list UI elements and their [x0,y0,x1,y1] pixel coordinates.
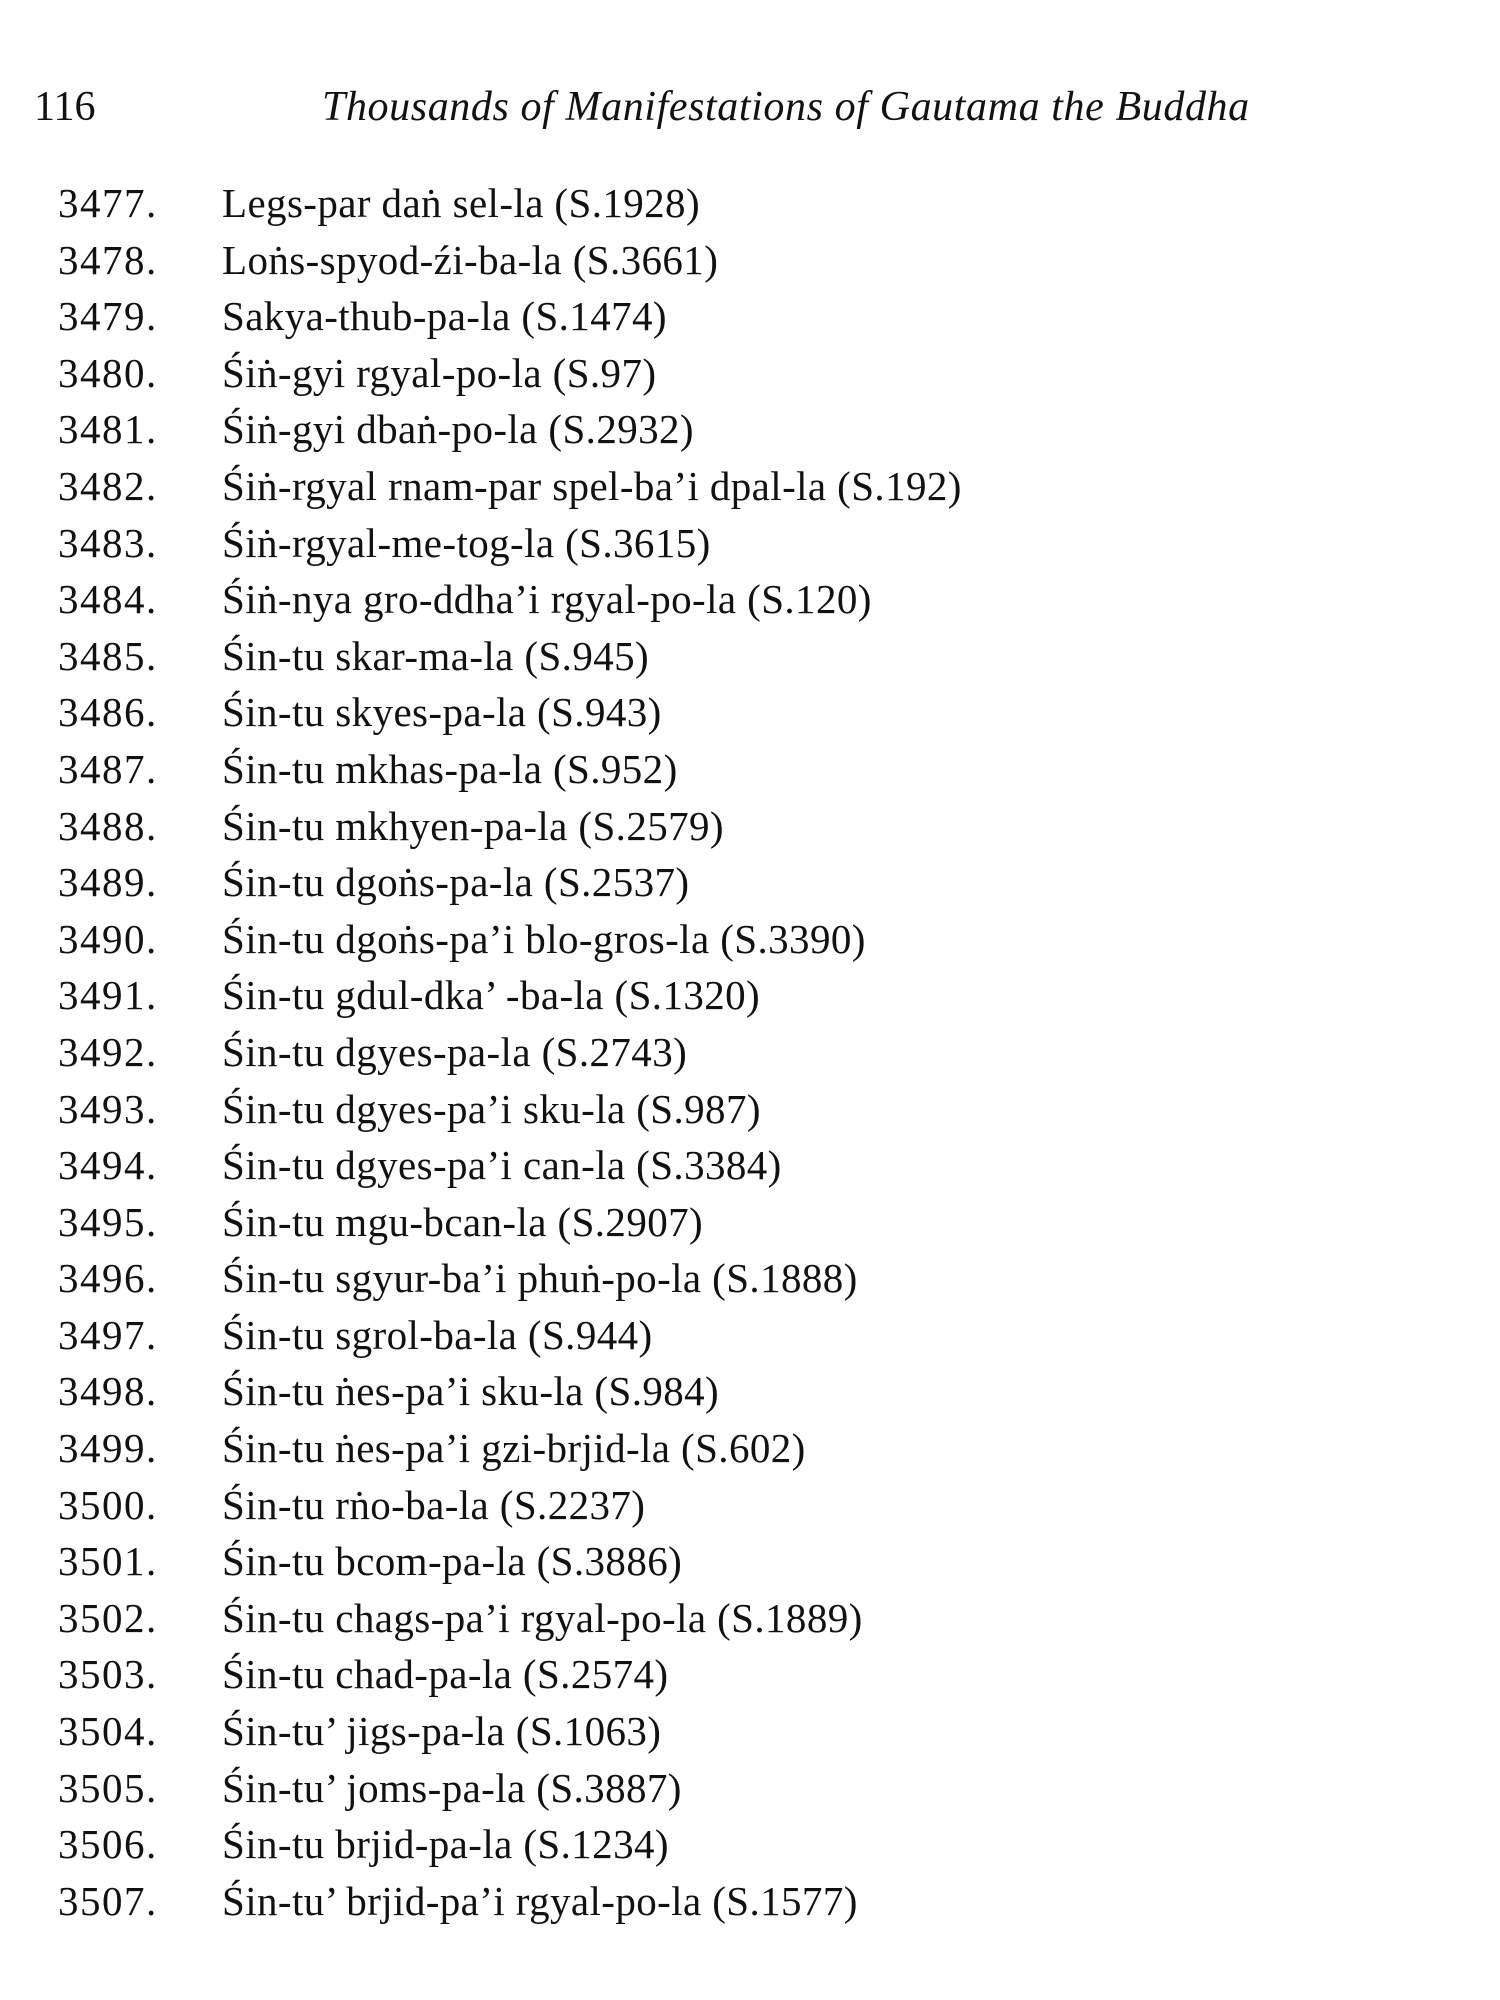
list-item [0,1816,1500,1873]
entry-number: 3494. [58,1142,158,1189]
entry-number: 3507. [58,1877,158,1924]
entry-list [0,175,1500,1929]
entry-number: 3481. [58,406,158,453]
list-item [0,854,1500,911]
list-item [0,458,1500,515]
list-item [0,1477,1500,1534]
entry-name: Śiṅ-rgyal rnam-par spel-ba’i dpal-la (S.192) [222,462,962,509]
entry-number: 3483. [58,519,158,566]
list-item [0,967,1500,1024]
entry-name: Śin-tu’ jigs-pa-la (S.1063) [222,1708,662,1755]
entry-number: 3497. [58,1311,158,1358]
running-title: Thousands of Manifestations of Gautama the Buddha [322,84,1250,130]
list-item [0,1024,1500,1081]
page-header [0,82,1500,132]
entry-number: 3489. [58,859,158,906]
entry-name: Śin-tu brjid-pa-la (S.1234) [222,1821,669,1868]
entry-number: 3503. [58,1651,158,1698]
list-item [0,1194,1500,1251]
list-item [0,1533,1500,1590]
entry-name: Śin-tu sgyur-ba’i phuṅ-po-la (S.1888) [222,1255,858,1302]
entry-number: 3493. [58,1085,158,1132]
entry-name: Śin-tu rṅo-ba-la (S.2237) [222,1481,646,1528]
entry-name: Sakya-thub-pa-la (S.1474) [222,293,667,340]
list-item [0,345,1500,402]
entry-name: Śiṅ-rgyal-me-tog-la (S.3615) [222,519,711,566]
entry-name: Śin-tu’ joms-pa-la (S.3887) [222,1764,682,1811]
entry-number: 3504. [58,1708,158,1755]
entry-number: 3477. [58,180,158,226]
list-item [0,1081,1500,1138]
entry-number: 3492. [58,1028,158,1075]
entry-number: 3484. [58,576,158,623]
entry-name: Śin-tu’ brjid-pa’i rgyal-po-la (S.1577) [222,1877,858,1924]
list-item [0,401,1500,458]
entry-number: 3500. [58,1481,158,1528]
list-item [0,1363,1500,1420]
entry-name: Śin-tu skyes-pa-la (S.943) [222,689,662,736]
entry-name: Śin-tu sgrol-ba-la (S.944) [222,1311,653,1358]
entry-number: 3485. [58,632,158,679]
list-item [0,288,1500,345]
list-item [0,1250,1500,1307]
entry-name: Śin-tu skar-ma-la (S.945) [222,632,650,679]
entry-name: Śin-tu ṅes-pa’i gzi-brjid-la (S.602) [222,1425,806,1472]
entry-name: Śiṅ-gyi dbaṅ-po-la (S.2932) [222,406,694,453]
entry-number: 3498. [58,1368,158,1415]
list-item [0,515,1500,572]
entry-number: 3486. [58,689,158,736]
entry-name: Śin-tu bcom-pa-la (S.3886) [222,1538,683,1585]
entry-name: Śin-tu chad-pa-la (S.2574) [222,1651,669,1698]
entry-number: 3496. [58,1255,158,1302]
entry-number: 3495. [58,1198,158,1245]
entry-name: Śiṅ-nya gro-ddha’i rgyal-po-la (S.120) [222,576,872,623]
entry-name: Śiṅ-gyi rgyal-po-la (S.97) [222,349,657,396]
list-item [0,175,1500,232]
entry-number: 3482. [58,462,158,509]
entry-name: Śin-tu gdul-dka’ -ba-la (S.1320) [222,972,761,1019]
entry-name: Śin-tu chags-pa’i rgyal-po-la (S.1889) [222,1594,863,1641]
entry-number: 3502. [58,1594,158,1641]
entry-name: Śin-tu dgyes-pa’i sku-la (S.987) [222,1085,761,1132]
entry-name: Śin-tu dgoṅs-pa-la (S.2537) [222,859,690,906]
entry-number: 3506. [58,1821,158,1868]
list-item [0,628,1500,685]
list-item [0,1590,1500,1647]
list-item [0,741,1500,798]
entry-number: 3478. [58,236,158,283]
page-number: 116 [34,84,96,130]
entry-name: Śin-tu dgyes-pa-la (S.2743) [222,1028,688,1075]
entry-name: Śin-tu ṅes-pa’i sku-la (S.984) [222,1368,720,1415]
entry-number: 3480. [58,349,158,396]
list-item [0,1760,1500,1817]
entry-name: Legs-par daṅ sel-la (S.1928) [222,180,700,226]
list-item [0,798,1500,855]
entry-name: Śin-tu dgyes-pa’i can-la (S.3384) [222,1142,782,1189]
entry-number: 3505. [58,1764,158,1811]
entry-number: 3501. [58,1538,158,1585]
list-item [0,1873,1500,1930]
list-item [0,1420,1500,1477]
list-item [0,1307,1500,1364]
entry-name: Loṅs-spyod-źi-ba-la (S.3661) [222,236,719,283]
entry-number: 3479. [58,293,158,340]
list-item [0,684,1500,741]
list-item [0,232,1500,289]
entry-number: 3487. [58,745,158,792]
list-item [0,1137,1500,1194]
entry-number: 3488. [58,802,158,849]
entry-number: 3499. [58,1425,158,1472]
entry-name: Śin-tu dgoṅs-pa’i blo-gros-la (S.3390) [222,915,866,962]
entry-name: Śin-tu mgu-bcan-la (S.2907) [222,1198,704,1245]
entry-number: 3491. [58,972,158,1019]
entry-number: 3490. [58,915,158,962]
list-item [0,911,1500,968]
list-item [0,1646,1500,1703]
entry-name: Śin-tu mkhas-pa-la (S.952) [222,745,678,792]
entry-name: Śin-tu mkhyen-pa-la (S.2579) [222,802,724,849]
list-item [0,571,1500,628]
list-item [0,1703,1500,1760]
